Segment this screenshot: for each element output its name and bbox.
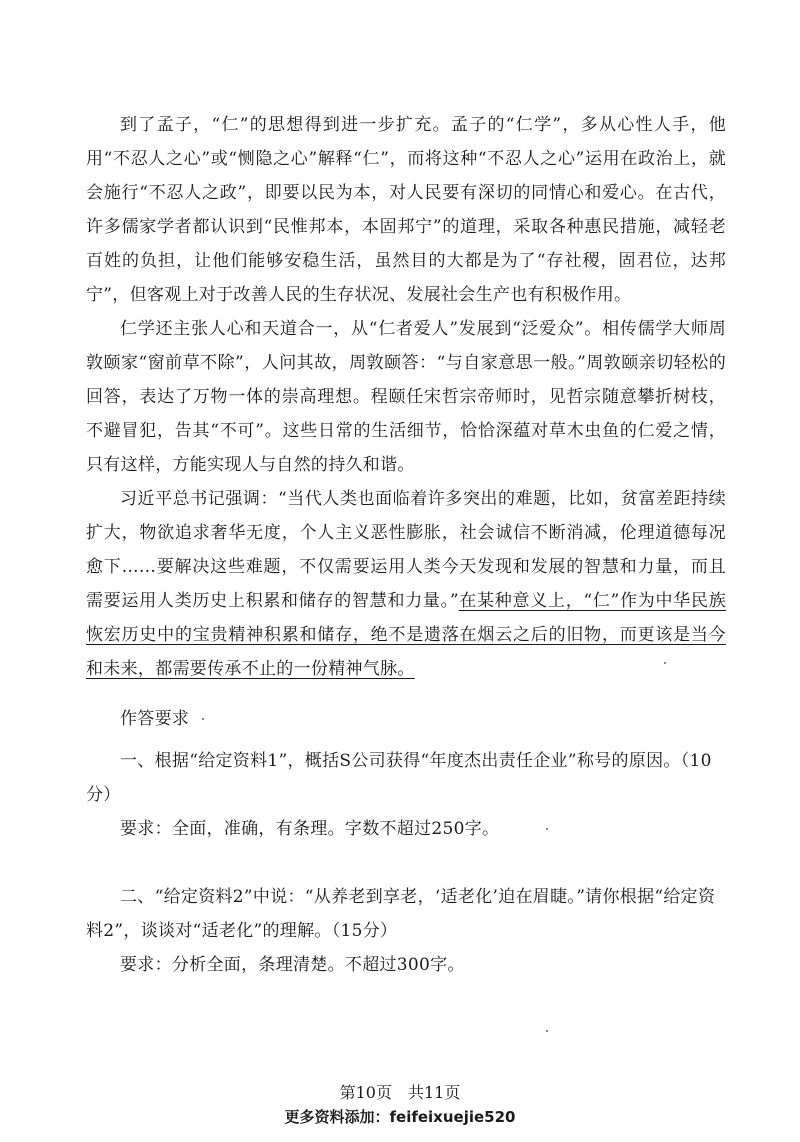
scan-speck (546, 828, 548, 830)
question-1: 一、根据“给定资料1”，概括S公司获得“年度杰出责任企业”称号的原因。（10分） (86, 751, 712, 805)
paragraph-xi-quote-plain: 习近平总书记强调：“当代人类也面临着许多突出的难题，比如，贫富差距持续扩大，物欲追求奢华无度，个人主义恶性膨胀，社会诚信不断消减，伦理道德每况愈下……要解决这些难题，不仅需要运用人类今天发现和发展的智慧和力量，而且需要运用人类历史上积累和储存的智慧和力量。” (86, 489, 726, 611)
scan-speck (202, 718, 204, 720)
question-2-requirement: 要求：分析全面，条理清楚。不超过300字。 (120, 955, 465, 975)
question-2: 二、“给定资料2”中说：“从养老到享老，‘适老化’迫在眉睫。”请你根据“给定资料2”，谈谈对“适老化”的理解。（15分） (86, 887, 716, 941)
scan-speck (546, 1030, 548, 1032)
paragraph-mencius: 到了孟子，“仁”的思想得到进一步扩充。孟子的“仁学”，多从心性人手，他用“不忍人之心”或“恻隐之心”解释“仁”，而将这种“不忍人之心”运用在政治上，就会施行“不忍人之政”，即要以民为本，对人民要有深切的同情心和爱心。在古代，许多儒家学者都认识到“民惟邦本，本固邦宁”的道理，采取各种惠民措施，减轻老百姓的负担，让他们能够安稳生活，虽然目的大都是为了“存社稷，固君位，达邦宁”，但客观上对于改善人民的生存状况、发展社会生产也有积极作用。 (86, 115, 726, 305)
paragraph-xi-quote (86, 482, 726, 686)
contact-watermark: 更多资料添加：feifeixuejie520 (284, 1108, 516, 1126)
material-text (86, 108, 726, 686)
answer-requirements-heading: 作答要求 (120, 709, 190, 729)
scan-speck (664, 662, 666, 664)
underlined-conclusion: 在某种意义上，“仁”作为中华民族恢宏历史中的宝贵精神积累和储存，绝不是遗落在烟云之后的旧物，而更该是当今和未来，都需要传承不止的一份精神气脉。 (86, 591, 726, 679)
question-1-requirement: 要求：全面，准确，有条理。字数不超过250字。 (120, 819, 500, 839)
paragraph-zhou-dunyi: 仁学还主张人心和天道合一，从“仁者爱人”发展到“泛爱众”。相传儒学大师周敦颐家“窗前草不除”，人问其故，周敦颐答：“与自家意思一般。”周敦颐亲切轻松的回答，表达了万物一体的崇高理想。程颐任宋哲宗帝师时，见哲宗随意攀折树枝，不避冒犯，告其“不可”。这些日常的生活细节，恰恰深蕴对草木虫鱼的仁爱之情，只有这样，方能实现人与自然的持久和谐。 (86, 319, 726, 475)
page-number: 第10页 共11页 (339, 1083, 461, 1102)
